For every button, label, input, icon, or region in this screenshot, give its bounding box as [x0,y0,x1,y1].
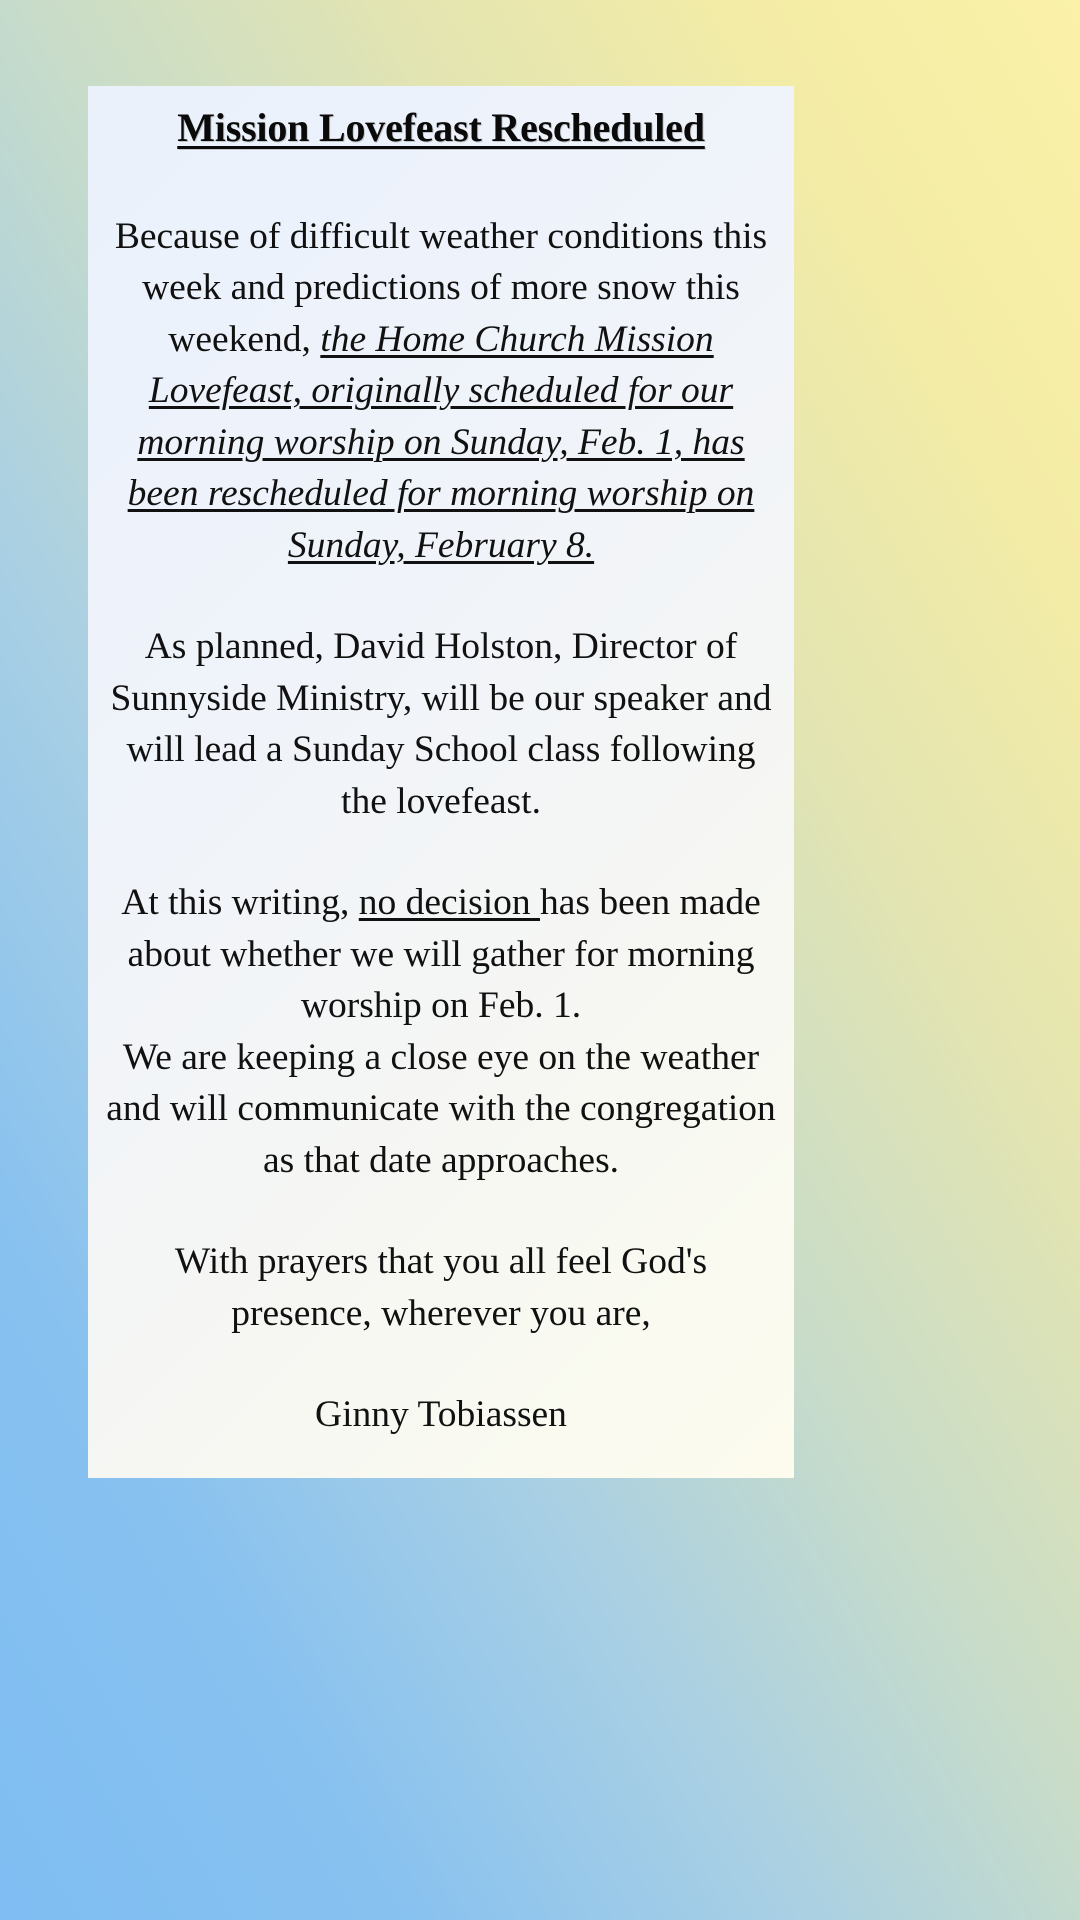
paragraph-no-decision [102,877,780,1032]
spacer-4 [102,1339,780,1389]
paragraph-reschedule [102,211,780,572]
paragraph-reschedule-lead: Because of difficult weather conditions this week and predictions of more snow this weekend, [114,215,768,360]
paragraph-no-decision-lead: At this writing, [121,882,359,924]
page-title-text: Mission Lovefeast Rescheduled [177,105,705,150]
paragraph-no-decision-emphasis: no decision [358,882,540,924]
page-title [102,106,780,151]
spacer-2 [102,827,780,877]
closing-line: With prayers that you all feel God's presence, wherever you are, [174,1241,708,1334]
notice-card [88,86,794,1478]
spacer-title [102,159,780,211]
paragraph-weather-watch: We are keeping a close eye on the weather and will communicate with the congregation as that date approaches. [106,1036,776,1181]
spacer-3 [102,1186,780,1236]
signature: Ginny Tobiassen [315,1394,567,1436]
paragraph-no-decision-tail: has been made about whether we will gather for morning worship on Feb. 1. [127,882,761,1027]
spacer-1 [102,571,780,621]
paragraph-speaker: As planned, David Holston, Director of Sunnyside Ministry, will be our speaker and will lead a Sunday School class following the lovefeast. [110,626,772,822]
paragraph-reschedule-emphasis: the Home Church Mission Lovefeast, originally scheduled for our morning worship on Sunday, Feb. 1, has been rescheduled for morning worship on Sunday, February 8. [127,318,755,566]
